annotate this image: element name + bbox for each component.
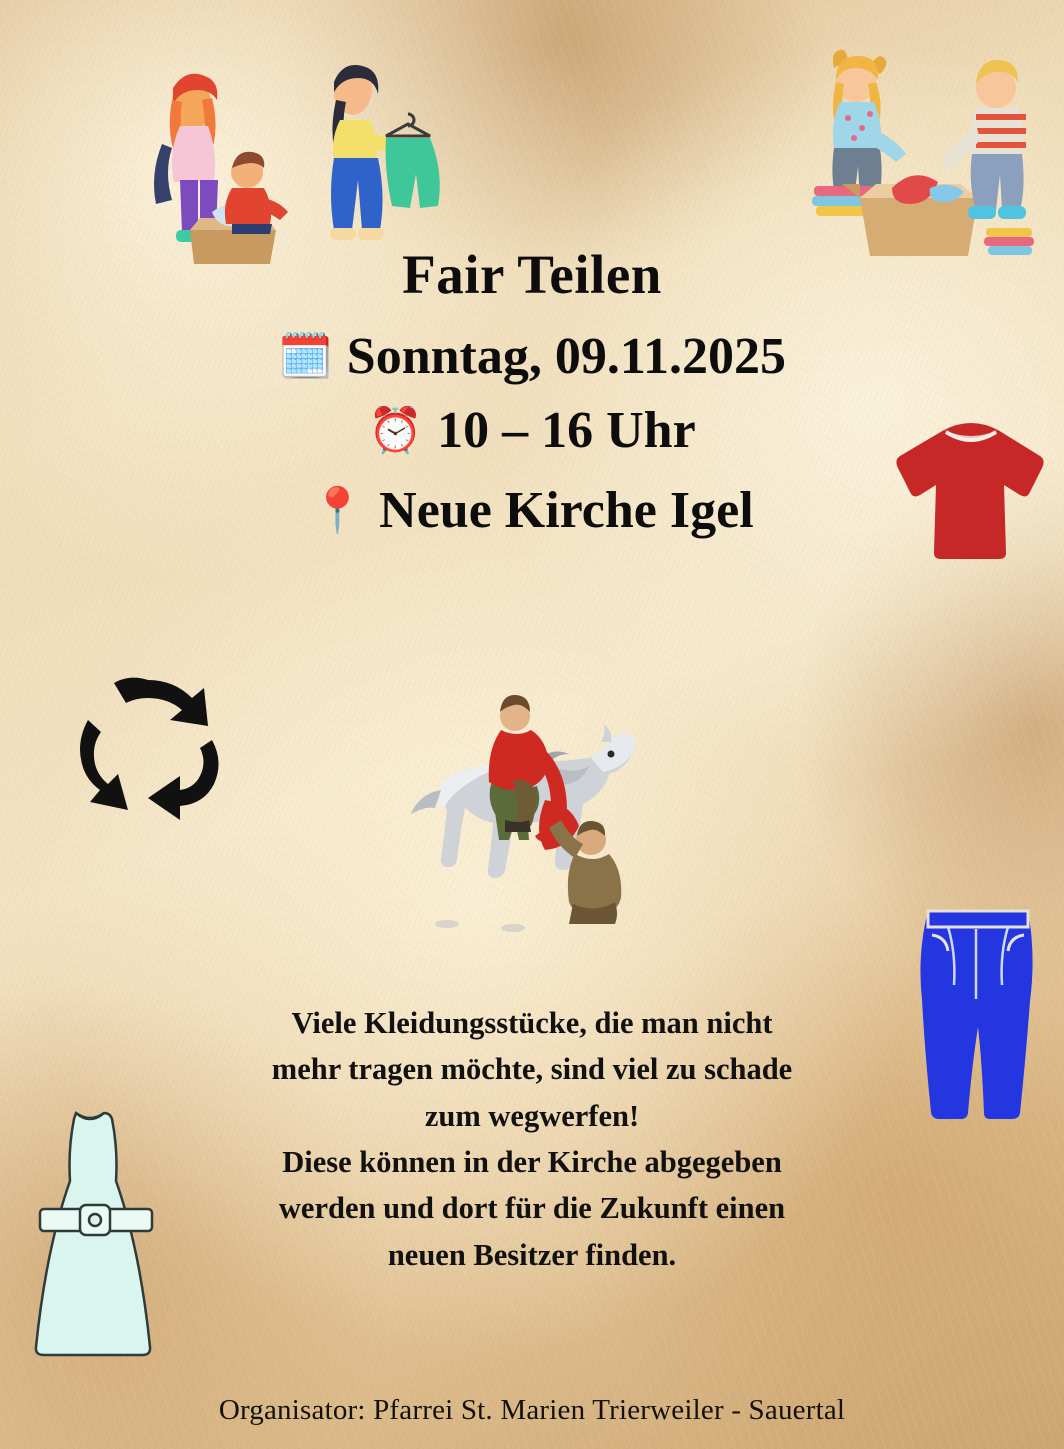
- children-packing-clothes-box-illustration: [800, 38, 1035, 273]
- event-location-text: Neue Kirche Igel: [379, 481, 754, 539]
- body-line-1: Viele Kleidungsstücke, die man nicht: [291, 1006, 773, 1040]
- body-line-3: zum wegwerfen!: [424, 1098, 640, 1133]
- event-date-text: Sonntag, 09.11.2025: [346, 327, 786, 385]
- event-time-text: 10 – 16 Uhr: [437, 401, 696, 459]
- body-line-2: mehr tragen möchte, sind viel zu schade: [271, 1052, 793, 1087]
- calendar-icon: 🗓️: [277, 331, 333, 381]
- body-text: [150, 1000, 914, 1278]
- alarm-clock-icon: ⏰: [368, 405, 424, 455]
- map-pin-icon: 📍: [310, 486, 366, 536]
- red-sweater-illustration: [886, 408, 1056, 578]
- blue-jeans-illustration: [918, 905, 1038, 1120]
- organizer-footer: Organisator: Pfarrei St. Marien Trierweiler - Sauertal: [218, 1394, 846, 1426]
- body-line-5: werden und dort für die Zukunft einen: [278, 1191, 786, 1226]
- page-title: Fair Teilen: [402, 244, 662, 305]
- women-donating-clothes-illustration: [72, 48, 372, 263]
- body-line-4: Diese können in der Kirche abgegeben: [282, 1145, 782, 1180]
- body-line-6: neuen Besitzer finden.: [387, 1237, 677, 1272]
- saint-martin-on-horse-illustration: [395, 672, 685, 962]
- info-line-date: [0, 328, 1064, 386]
- recycling-arrows-icon: [66, 668, 231, 818]
